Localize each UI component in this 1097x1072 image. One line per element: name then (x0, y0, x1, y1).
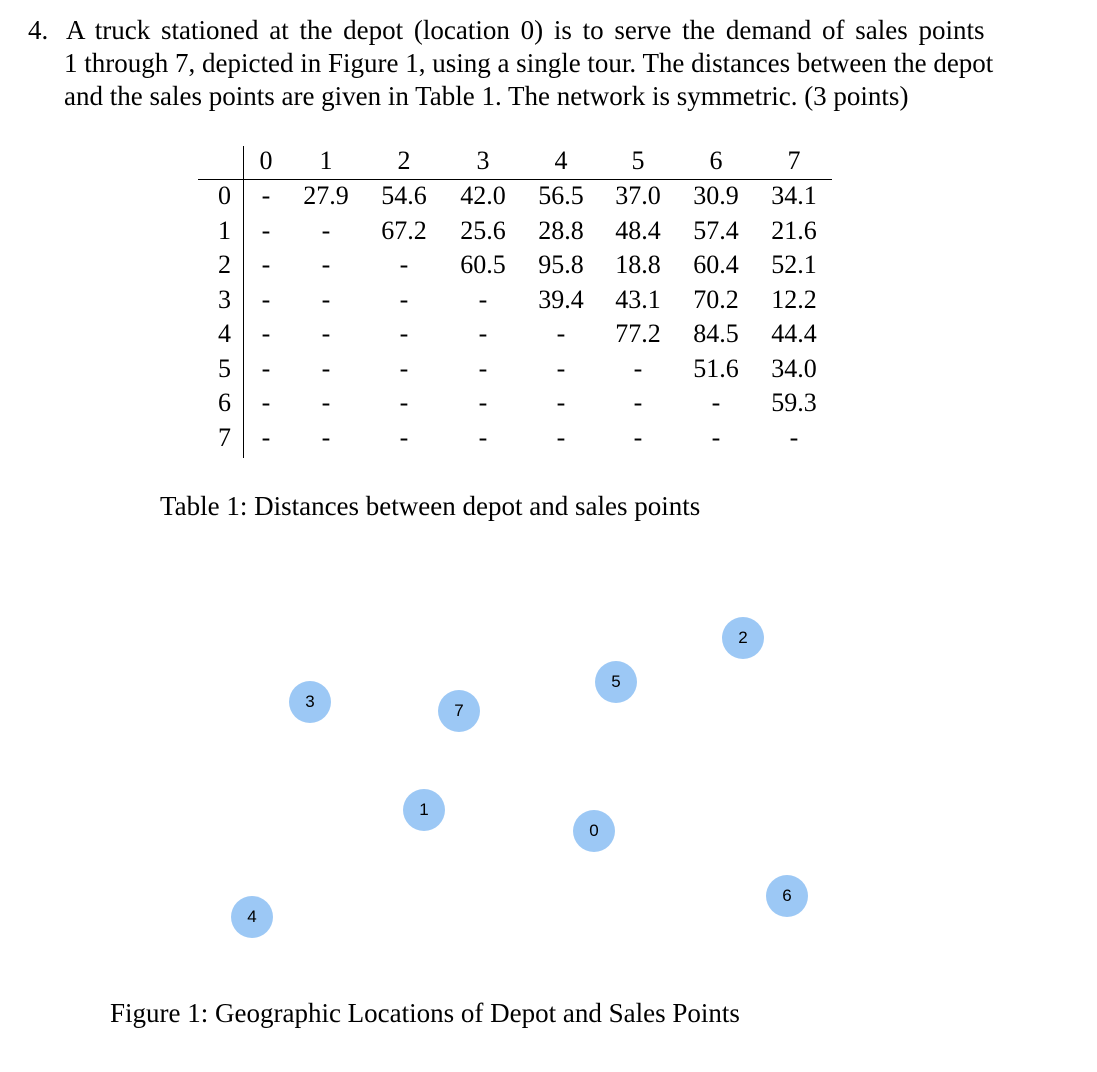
row-header-5: 5 (218, 353, 231, 383)
table-cell: 18.8 (615, 250, 661, 279)
table-cell: 30.9 (693, 181, 739, 210)
table-caption: Table 1: Distances between depot and sales points (160, 491, 701, 521)
table-cell: - (399, 250, 409, 279)
table-cell: - (478, 284, 488, 314)
table-cell: - (478, 422, 488, 452)
table-cell: - (711, 422, 721, 452)
table-cell: - (399, 388, 409, 417)
question-number: 4. (28, 15, 49, 45)
table-cell: 37.0 (615, 181, 661, 210)
table-cell: - (399, 319, 409, 348)
node-0: 0 (573, 810, 615, 852)
table-cell: 42.0 (460, 181, 506, 210)
table-cell: - (261, 181, 271, 210)
row-header-0: 0 (218, 181, 231, 210)
table-cell: 12.2 (771, 284, 817, 314)
table-cell: 77.2 (615, 319, 661, 348)
figure-caption: Figure 1: Geographic Locations of Depot and Sales Points (110, 998, 740, 1028)
table-cell: 44.4 (771, 319, 817, 348)
question-line-3: and the sales points are given in Table 1. The network is symmetric. (3 points) (64, 81, 909, 111)
row-header-3: 3 (218, 284, 231, 314)
table-cell: 60.4 (693, 250, 739, 279)
table-cell: - (321, 284, 331, 314)
node-5: 5 (595, 661, 637, 703)
row-header-4: 4 (218, 319, 231, 348)
table-cell: 39.4 (538, 284, 584, 314)
row-header-7: 7 (218, 422, 231, 452)
table-cell: 95.8 (538, 250, 584, 279)
table-cell: - (556, 388, 566, 417)
table-cell: 34.0 (771, 353, 817, 383)
question-line-1: A truck stationed at the depot (location 0) is to serve the demand of sales points (66, 15, 985, 45)
row-header-1: 1 (218, 215, 231, 245)
node-1: 1 (403, 789, 445, 831)
table-cell: 67.2 (381, 215, 427, 245)
table-cell: - (261, 388, 271, 417)
column-header-4: 4 (554, 146, 568, 175)
node-6: 6 (766, 875, 808, 917)
table-cell: - (478, 388, 488, 417)
node-7: 7 (438, 690, 480, 732)
table-cell: 43.1 (615, 284, 661, 314)
table-cell: - (321, 422, 331, 452)
table-cell: 57.4 (693, 215, 739, 245)
table-cell: 56.5 (538, 181, 584, 210)
column-header-5: 5 (631, 146, 645, 175)
table-cell: - (261, 215, 271, 245)
row-header-2: 2 (218, 250, 231, 279)
column-header-3: 3 (476, 146, 490, 175)
row-header-6: 6 (218, 388, 231, 417)
table-cell: 84.5 (693, 319, 739, 348)
table-cell: - (261, 353, 271, 383)
table-cell: 70.2 (693, 284, 739, 314)
table-cell: - (399, 422, 409, 452)
table-cell: - (478, 353, 488, 383)
table-cell: - (321, 215, 331, 245)
table-cell: 51.6 (693, 353, 739, 383)
table-cell: - (556, 319, 566, 348)
table-cell: - (556, 353, 566, 383)
node-3: 3 (289, 681, 331, 723)
column-header-1: 1 (319, 146, 333, 175)
table-cell: - (633, 422, 643, 452)
table-cell: - (633, 388, 643, 417)
table-cell: - (261, 284, 271, 314)
table-cell: 28.8 (538, 215, 584, 245)
column-header-2: 2 (397, 146, 411, 175)
table-cell: 34.1 (771, 181, 817, 210)
node-2: 2 (722, 617, 764, 659)
table-cell: - (399, 353, 409, 383)
table-cell: - (633, 353, 643, 383)
table-cell: 60.5 (460, 250, 506, 279)
table-cell: - (321, 353, 331, 383)
question-line-2: 1 through 7, depicted in Figure 1, using a single tour. The distances between the depot (64, 48, 994, 78)
node-4: 4 (231, 896, 273, 938)
table-cell: - (399, 284, 409, 314)
table-cell: - (478, 319, 488, 348)
column-header-7: 7 (787, 146, 801, 175)
column-header-6: 6 (709, 146, 723, 175)
table-cell: - (321, 319, 331, 348)
table-cell: 25.6 (460, 215, 506, 245)
table-cell: 48.4 (615, 215, 661, 245)
table-cell: - (261, 319, 271, 348)
table-cell: 52.1 (771, 250, 817, 279)
table-cell: - (556, 422, 566, 452)
table-cell: 27.9 (303, 181, 349, 210)
table-cell: 54.6 (381, 181, 427, 210)
table-cell: 59.3 (771, 388, 817, 417)
table-cell: 21.6 (771, 215, 817, 245)
table-cell: - (321, 250, 331, 279)
table-cell: - (711, 388, 721, 417)
table-cell: - (789, 422, 799, 452)
table-cell: - (321, 388, 331, 417)
table-cell: - (261, 250, 271, 279)
column-header-0: 0 (259, 146, 273, 175)
table-cell: - (261, 422, 271, 452)
